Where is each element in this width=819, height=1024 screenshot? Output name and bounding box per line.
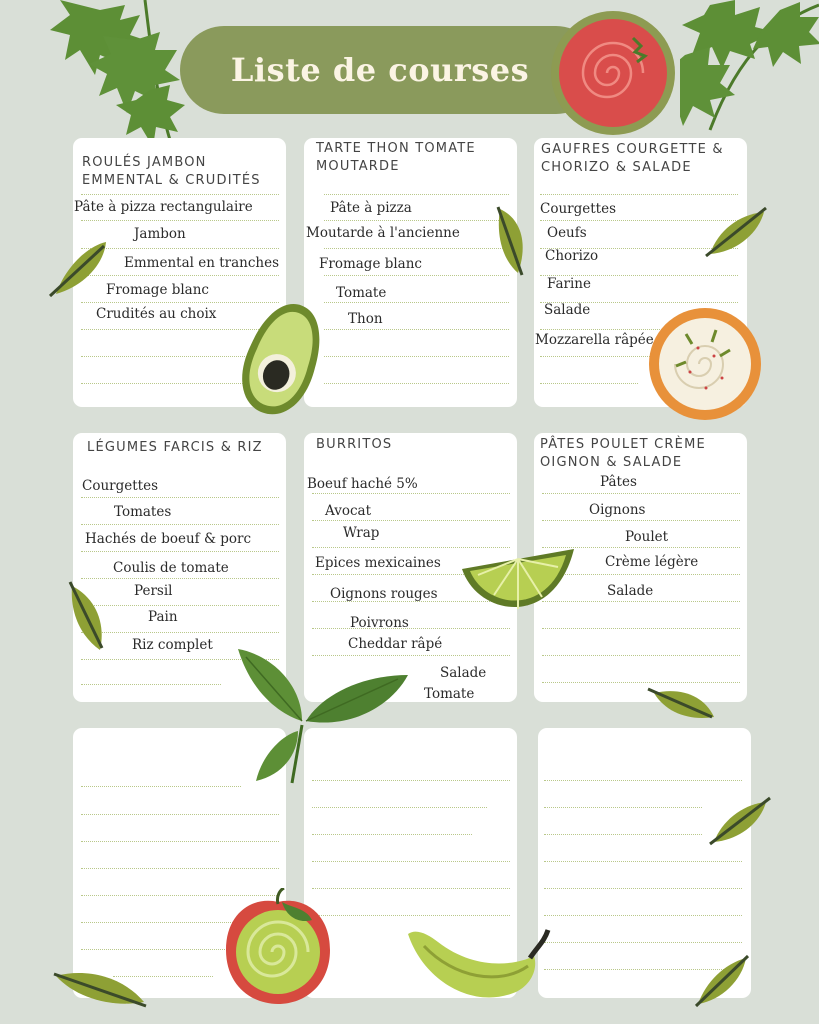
list-item: Salade [544, 302, 591, 318]
olive-leaf-icon [66, 580, 110, 654]
list-item: Cheddar râpé [348, 636, 443, 652]
list-item: Moutarde à l'ancienne [306, 225, 460, 241]
recipe-title: LÉGUMES FARCIS & RIZ [87, 440, 263, 455]
list-item: Poulet [625, 529, 669, 545]
olive-leaf-icon [704, 204, 770, 258]
list-item: Pain [148, 609, 178, 625]
list-item: Salade [440, 665, 487, 681]
list-item: Chorizo [545, 248, 599, 264]
olive-leaf-icon [494, 205, 530, 277]
list-item: Courgettes [540, 201, 617, 217]
list-item: Persil [134, 583, 173, 599]
list-item: Oeufs [547, 225, 587, 241]
parsley-right-icon [680, 0, 819, 140]
list-item: Pâte à pizza rectangulaire [74, 199, 253, 215]
olive-leaf-icon [646, 683, 718, 723]
recipe-title: ROULÉS JAMBON EMMENTAL & CRUDITÉS [82, 155, 261, 188]
list-item: Tomates [114, 504, 172, 520]
apple-icon [222, 888, 334, 1006]
list-item: Pâtes [600, 474, 637, 490]
list-item: Hachés de boeuf & porc [85, 531, 252, 547]
pepper-icon [404, 922, 558, 1012]
list-item: Farine [547, 276, 591, 292]
list-item: Oignons rouges [330, 586, 438, 602]
avocado-icon [232, 296, 332, 422]
list-item: Crème légère [605, 554, 699, 570]
list-item: Crudités au choix [96, 306, 217, 322]
olive-leaf-icon [52, 966, 148, 1010]
recipe-title: PÂTES POULET CRÈME OIGNON & SALADE [540, 437, 706, 470]
recipe-title: TARTE THON TOMATE MOUTARDE [316, 141, 476, 174]
recipe-card-2 [304, 138, 517, 407]
list-item: Thon [348, 311, 383, 327]
tomato-slice-icon [548, 8, 678, 138]
list-item: Fromage blanc [106, 282, 209, 298]
page-title: Liste de courses [230, 51, 530, 89]
list-item: Oignons [589, 502, 646, 518]
list-item: Avocat [325, 503, 371, 519]
list-item: Mozzarella râpée [535, 332, 654, 348]
parsley-left-icon [40, 0, 200, 150]
list-item: Poivrons [350, 615, 409, 631]
list-item: Pâte à pizza [330, 200, 412, 216]
list-item: Courgettes [82, 478, 159, 494]
list-item: Tomate [336, 285, 387, 301]
list-item: Riz complet [132, 637, 213, 653]
recipe-title: GAUFRES COURGETTE & CHORIZO & SALADE [541, 142, 724, 175]
list-item: Coulis de tomate [113, 560, 229, 576]
olive-leaf-icon [708, 796, 772, 846]
list-item: Fromage blanc [319, 256, 422, 272]
list-item: Emmental en tranches [124, 255, 279, 271]
dip-bowl-icon [646, 306, 764, 422]
olive-leaf-icon [48, 236, 112, 300]
list-item: Wrap [343, 525, 380, 541]
list-item: Salade [607, 583, 654, 599]
list-item: Boeuf haché 5% [307, 476, 418, 492]
list-item: Epices mexicaines [315, 555, 441, 571]
basil-icon [232, 645, 412, 785]
recipe-title: BURRITOS [316, 437, 393, 452]
olive-leaf-icon [694, 952, 750, 1008]
lime-wedge-icon [458, 545, 578, 629]
list-item: Tomate [424, 686, 475, 702]
list-item: Jambon [134, 226, 186, 242]
